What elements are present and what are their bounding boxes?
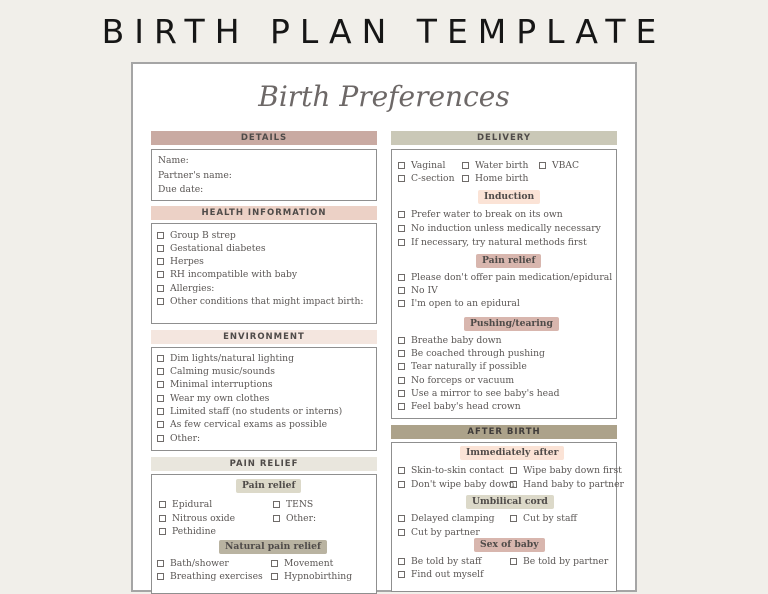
checkbox[interactable] [398,481,405,488]
checkbox[interactable] [271,573,278,580]
delivery-method: Vaginal [398,160,445,171]
pain-relief-item: Pethidine [159,526,216,537]
checkbox[interactable] [398,337,405,344]
checkbox[interactable] [157,232,164,239]
umbilical-cord-subheading: Umbilical cord [466,495,554,509]
environment-item: Minimal interruptions [157,379,273,390]
health-item: Other conditions that might impact birth: [157,296,363,307]
checkbox[interactable] [398,300,405,307]
environment-heading: ENVIRONMENT [151,330,377,344]
checkbox[interactable] [398,529,405,536]
checkbox[interactable] [398,175,405,182]
checkbox[interactable] [398,515,405,522]
checkbox[interactable] [510,481,517,488]
natural-pain-relief-item: Hypnobirthing [271,571,352,582]
checkbox[interactable] [157,245,164,252]
checkbox[interactable] [157,408,164,415]
pushing-item: Feel baby's head crown [398,401,521,412]
checkbox[interactable] [398,162,405,169]
health-item: Group B strep [157,230,236,241]
pain-relief-item: Nitrous oxide [159,513,235,524]
natural-pain-relief-subheading: Natural pain relief [219,540,327,554]
checkbox[interactable] [462,175,469,182]
induction-item: If necessary, try natural methods first [398,237,587,248]
health-item: Allergies: [157,283,214,294]
cord-item: Cut by partner [398,527,480,538]
checkbox[interactable] [510,558,517,565]
checkbox[interactable] [398,350,405,357]
immediately-after-subheading: Immediately after [460,446,564,460]
pain-relief-heading: PAIN RELIEF [151,457,377,471]
environment-item: Calming music/sounds [157,366,275,377]
checkbox[interactable] [157,421,164,428]
natural-pain-relief-item: Bath/shower [157,558,229,569]
induction-subheading: Induction [478,190,540,204]
checkbox[interactable] [398,558,405,565]
cord-item: Delayed clamping [398,513,495,524]
partner-name-field-label: Partner's name: [158,170,232,181]
natural-pain-relief-item: Breathing exercises [157,571,263,582]
pushing-tearing-subheading: Pushing/tearing [464,317,559,331]
health-item: Gestational diabetes [157,243,266,254]
sex-item: Be told by staff [398,556,481,567]
checkbox[interactable] [398,274,405,281]
pushing-item: No forceps or vacuum [398,375,514,386]
checkbox[interactable] [157,381,164,388]
name-field-label: Name: [158,155,189,166]
pain-relief-item: TENS [273,499,313,510]
checkbox[interactable] [157,355,164,362]
checkbox[interactable] [398,390,405,397]
checkbox[interactable] [398,403,405,410]
delivery-method: Water birth [462,160,528,171]
checkbox[interactable] [273,515,280,522]
checkbox[interactable] [398,225,405,232]
natural-pain-relief-item: Movement [271,558,333,569]
sex-item: Find out myself [398,569,484,580]
checkbox[interactable] [398,239,405,246]
delivery-pain-item: I'm open to an epidural [398,298,520,309]
checkbox[interactable] [157,560,164,567]
checkbox[interactable] [159,528,166,535]
health-heading: HEALTH INFORMATION [151,206,377,220]
immediate-item: Hand baby to partner [510,479,624,490]
induction-item: Prefer water to break on its own [398,209,563,220]
pain-relief-item: Other: [273,513,316,524]
document-title: Birth Preferences [258,80,510,113]
environment-item: Other: [157,433,200,444]
immediate-item: Don't wipe baby down [398,479,515,490]
checkbox[interactable] [398,211,405,218]
delivery-heading: DELIVERY [391,131,617,145]
pushing-item: Tear naturally if possible [398,361,527,372]
checkbox[interactable] [398,467,405,474]
checkbox[interactable] [398,377,405,384]
immediate-item: Skin-to-skin contact [398,465,504,476]
pushing-item: Use a mirror to see baby's head [398,388,559,399]
due-date-field-label: Due date: [158,184,204,195]
checkbox[interactable] [157,285,164,292]
checkbox[interactable] [462,162,469,169]
health-item: RH incompatible with baby [157,269,297,280]
after-birth-heading: AFTER BIRTH [391,425,617,439]
checkbox[interactable] [398,363,405,370]
delivery-pain-item: Please don't offer pain medication/epidural [398,272,612,283]
checkbox[interactable] [157,395,164,402]
pain-relief-item: Epidural [159,499,212,510]
checkbox[interactable] [157,258,164,265]
checkbox[interactable] [539,162,546,169]
sex-item: Be told by partner [510,556,608,567]
induction-item: No induction unless medically necessary [398,223,601,234]
checkbox[interactable] [510,515,517,522]
checkbox[interactable] [157,573,164,580]
immediate-item: Wipe baby down first [510,465,622,476]
environment-item: As few cervical exams as possible [157,419,327,430]
checkbox[interactable] [159,501,166,508]
delivery-method: C-section [398,173,455,184]
pushing-item: Be coached through pushing [398,348,545,359]
environment-item: Limited staff (no students or interns) [157,406,342,417]
checkbox[interactable] [510,467,517,474]
main-title: BIRTH PLAN TEMPLATE [101,12,667,51]
details-heading: DETAILS [151,131,377,145]
checkbox[interactable] [157,271,164,278]
delivery-method: VBAC [539,160,579,171]
environment-item: Wear my own clothes [157,393,269,404]
checkbox[interactable] [157,298,164,305]
delivery-pain-relief-subheading: Pain relief [476,254,541,268]
delivery-method: Home birth [462,173,528,184]
health-item: Herpes [157,256,204,267]
checkbox[interactable] [271,560,278,567]
checkbox[interactable] [159,515,166,522]
checkbox[interactable] [398,287,405,294]
checkbox[interactable] [398,571,405,578]
sex-of-baby-subheading: Sex of baby [474,538,545,552]
pushing-item: Breathe baby down [398,335,502,346]
checkbox[interactable] [273,501,280,508]
pain-relief-subheading: Pain relief [236,479,301,493]
checkbox[interactable] [157,435,164,442]
checkbox[interactable] [157,368,164,375]
cord-item: Cut by staff [510,513,577,524]
delivery-pain-item: No IV [398,285,438,296]
environment-item: Dim lights/natural lighting [157,353,294,364]
